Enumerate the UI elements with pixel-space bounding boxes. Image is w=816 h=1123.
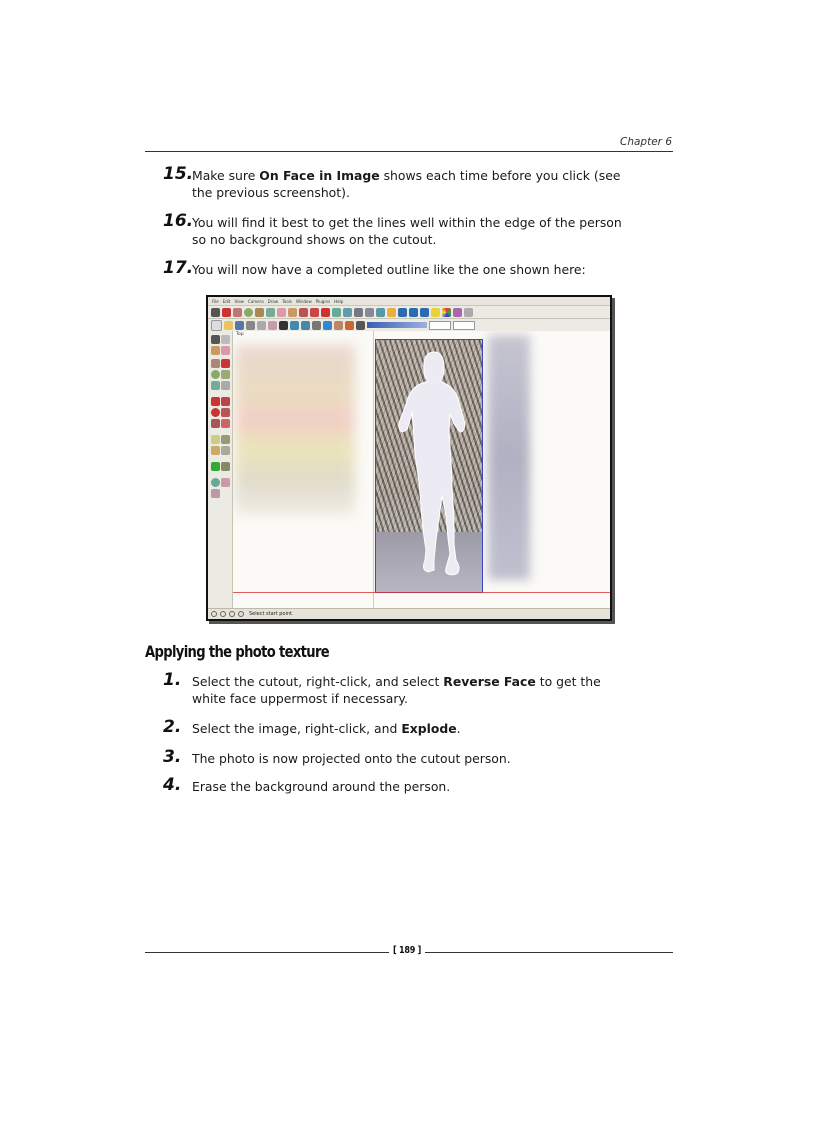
select-tool-icon[interactable] [211, 308, 220, 317]
polygon-tool-icon[interactable] [266, 308, 275, 317]
rectangle-tool-icon[interactable] [233, 308, 242, 317]
light-bulb-icon[interactable] [431, 308, 440, 317]
red-axis-horizontal [233, 592, 610, 593]
rectangle-icon[interactable] [211, 359, 220, 368]
style-icon[interactable] [376, 308, 385, 317]
menu-file[interactable]: File [212, 298, 219, 304]
color-grid-icon[interactable] [442, 308, 451, 317]
pan-tool-icon[interactable] [221, 478, 230, 487]
paint-bucket-icon[interactable] [288, 308, 297, 317]
step-text: You will now have a completed outline like the one shown here: [192, 262, 586, 277]
menu-plugins[interactable]: Plugins [315, 298, 331, 304]
step-1 [163, 670, 633, 707]
paint-icon[interactable] [211, 346, 220, 355]
person-shape[interactable] [399, 352, 465, 575]
help-icon[interactable] [238, 611, 244, 617]
geo-location-icon[interactable] [211, 611, 217, 617]
3d-text-icon[interactable] [221, 462, 230, 471]
menu-bar [208, 297, 610, 306]
model-info-icon[interactable] [323, 321, 332, 330]
step-17 [163, 258, 633, 278]
shadow-icon[interactable] [387, 308, 396, 317]
blurred-image-left [235, 345, 355, 515]
chapter-label: Chapter 6 [620, 136, 672, 148]
circle-icon[interactable] [211, 370, 220, 379]
zoom-icon[interactable] [354, 308, 363, 317]
move-icon[interactable] [211, 397, 220, 406]
step-text: You will find it best to get the lines well within the edge of the person so no background shows on the cutout. [192, 215, 622, 247]
menu-tools[interactable]: Tools [282, 298, 292, 304]
drawing-viewport[interactable] [233, 331, 610, 609]
push-pull-tool-icon[interactable] [221, 397, 230, 406]
components-icon[interactable] [453, 308, 462, 317]
status-bar [208, 608, 610, 619]
shadow-month-slider[interactable] [367, 322, 427, 328]
bold-term: On Face in Image [259, 168, 380, 183]
step-2 [163, 717, 633, 737]
rotate-icon[interactable] [211, 408, 220, 417]
credits-icon[interactable] [220, 611, 226, 617]
menu-draw[interactable]: Draw [267, 298, 279, 304]
line-icon[interactable] [221, 359, 230, 368]
page-footer [145, 945, 673, 959]
left-toolbar [208, 331, 233, 609]
shadow-time-field[interactable] [429, 321, 451, 330]
step-3 [163, 747, 633, 767]
header-rule [145, 151, 673, 152]
footer-rule-right [425, 952, 673, 953]
section-plane-icon[interactable] [345, 321, 354, 330]
step-number: 17. [163, 258, 194, 278]
step-number: 2. [163, 717, 182, 737]
undo-icon[interactable] [290, 321, 299, 330]
blurred-image-right [488, 335, 530, 580]
menu-edit[interactable]: Edit [222, 298, 231, 304]
orbit-tool-icon[interactable] [211, 478, 220, 487]
tape-measure-icon[interactable] [211, 435, 220, 444]
top-view-icon[interactable] [409, 308, 418, 317]
axes-icon[interactable] [211, 462, 220, 471]
print-icon[interactable] [312, 321, 321, 330]
iso-view-icon[interactable] [398, 308, 407, 317]
move-tool-icon[interactable] [310, 308, 319, 317]
rotate-tool-icon[interactable] [321, 308, 330, 317]
push-pull-icon[interactable] [299, 308, 308, 317]
polygon-icon[interactable] [211, 381, 220, 390]
line-tool-icon[interactable] [222, 308, 231, 317]
step-16 [163, 211, 633, 248]
front-view-icon[interactable] [420, 308, 429, 317]
step-number: 3. [163, 747, 182, 767]
bold-term: Reverse Face [443, 674, 536, 689]
text-icon[interactable] [221, 446, 230, 455]
camera-icon[interactable] [356, 321, 365, 330]
copy-icon[interactable] [257, 321, 266, 330]
step-number: 15. [163, 164, 194, 184]
arc-tool-icon[interactable] [255, 308, 264, 317]
red-axis-vertical [373, 331, 374, 609]
step-text: Select the image, right-click, and Explode. [192, 721, 461, 736]
cutout-silhouette[interactable] [376, 340, 482, 592]
footer-rule-left [145, 952, 389, 953]
make-component-icon[interactable] [221, 335, 230, 344]
paste-icon[interactable] [268, 321, 277, 330]
step-text: Erase the background around the person. [192, 779, 451, 794]
step-15 [163, 164, 633, 201]
dimension-icon[interactable] [221, 435, 230, 444]
view-label: Top [236, 332, 244, 337]
house-icon[interactable] [334, 321, 343, 330]
sketchup-screenshot [206, 295, 612, 621]
toolbar-1 [208, 306, 610, 319]
eraser-icon[interactable] [221, 346, 230, 355]
step-text: Make sure On Face in Image shows each time before you click (see the previous screenshot). [192, 168, 621, 200]
orbit-icon[interactable] [332, 308, 341, 317]
step-4 [163, 775, 633, 795]
shadow-time-field-2[interactable] [453, 321, 475, 330]
step-text: The photo is now projected onto the cutout person. [192, 751, 511, 766]
save-icon[interactable] [235, 321, 244, 330]
select-arrow-icon[interactable] [211, 335, 220, 344]
cut-icon[interactable] [246, 321, 255, 330]
menu-help[interactable]: Help [334, 298, 344, 304]
redo-icon[interactable] [301, 321, 310, 330]
page-number: [ 189 ] [393, 945, 422, 956]
photo-with-outline[interactable] [375, 339, 483, 593]
arc-icon[interactable] [221, 370, 230, 379]
menu-view[interactable]: View [234, 298, 244, 304]
menu-camera[interactable]: Camera [247, 298, 264, 304]
eraser-tool-icon[interactable] [277, 308, 286, 317]
zoom-extents-icon[interactable] [365, 308, 374, 317]
pan-icon[interactable] [343, 308, 352, 317]
zoom-tool-icon[interactable] [211, 489, 220, 498]
user-icon[interactable] [229, 611, 235, 617]
step-number: 1. [163, 670, 182, 690]
circle-tool-icon[interactable] [244, 308, 253, 317]
protractor-icon[interactable] [211, 446, 220, 455]
offset-icon[interactable] [221, 419, 230, 428]
follow-me-icon[interactable] [221, 408, 230, 417]
status-text: Select start point. [249, 611, 294, 617]
step-number: 4. [163, 775, 182, 795]
section-heading: Applying the photo texture [145, 642, 330, 661]
freehand-icon[interactable] [221, 381, 230, 390]
bold-term: Explode [401, 721, 457, 736]
menu-window[interactable]: Window [295, 298, 312, 304]
scale-icon[interactable] [211, 419, 220, 428]
step-text: Select the cutout, right-click, and select Reverse Face to get the white face uppermost if necessary. [192, 674, 601, 706]
open-file-icon[interactable] [224, 321, 233, 330]
delete-icon[interactable] [279, 321, 288, 330]
step-number: 16. [163, 211, 194, 231]
new-file-icon[interactable] [211, 320, 222, 331]
settings-icon[interactable] [464, 308, 473, 317]
